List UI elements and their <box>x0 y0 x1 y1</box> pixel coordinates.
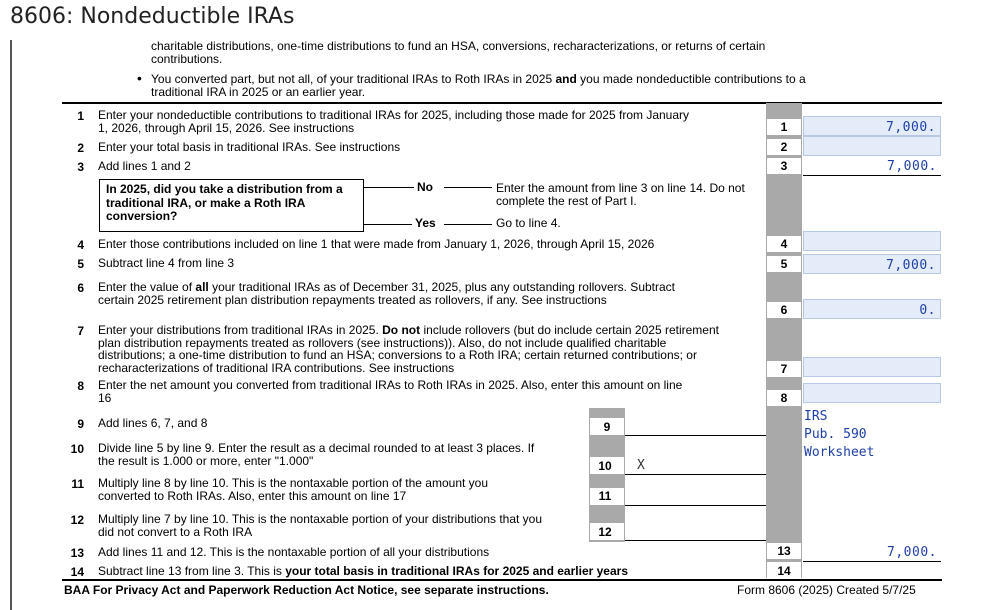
footer-rule <box>62 579 942 581</box>
line-3-text: Add lines 1 and 2 <box>98 159 191 173</box>
line-8-number: 8 <box>77 379 84 393</box>
line-11-label: 11 <box>598 489 612 503</box>
line-5-label: 5 <box>780 257 788 271</box>
decision-no-label: No <box>417 180 433 194</box>
decision-question-box: In 2025, did you take a distribution from a traditional IRA, or make a Roth IRA conversion? <box>99 179 364 232</box>
line-3-number: 3 <box>77 160 84 174</box>
decision-no-text: Enter the amount from line 3 on line 14. Do not complete the rest of Part I. <box>496 181 745 208</box>
line-5-text: Subtract line 4 from line 3 <box>98 256 235 270</box>
line-12-label: 12 <box>598 525 612 539</box>
line-10-number: 10 <box>70 442 84 456</box>
line-2-field[interactable] <box>803 136 941 156</box>
line-4-number: 4 <box>77 238 84 252</box>
irs-pub-590-worksheet-link[interactable]: IRS Pub. 590 Worksheet <box>804 409 875 460</box>
line-5-field[interactable]: 7,000. <box>803 254 941 274</box>
line-7-label: 7 <box>780 362 788 376</box>
line-3-value: 7,000. <box>887 159 937 174</box>
line-6-field[interactable]: 0. <box>803 299 941 319</box>
line-1-number: 1 <box>77 109 84 123</box>
line-4-label: 4 <box>780 237 788 251</box>
decision-yes-text: Go to line 4. <box>496 216 561 230</box>
line-13-value: 7,000. <box>887 545 937 560</box>
left-border <box>10 40 12 610</box>
line-13-text: Add lines 11 and 12. This is the nontaxable portion of all your distributions <box>98 545 490 559</box>
line-2-number: 2 <box>77 141 84 155</box>
line-14-number: 14 <box>70 565 84 579</box>
line-2-label: 2 <box>780 140 788 154</box>
line-7-number: 7 <box>77 324 84 338</box>
line-13-number: 13 <box>70 546 84 560</box>
line-7-text: Enter your distributions from traditional IRAs in 2025. Do not include rollovers (but do include certain 2025 retirement plan distribution repayments treated as rollovers (see instructions)). Also, do not include qualified charitable distributions; a one-time distribution to fund an HSA; conversions to a Roth IRA; certain returned contributions; or recharacterizations of traditional IRA contributions. See instructions <box>98 323 719 375</box>
line-5-number: 5 <box>77 257 84 271</box>
line-13-label: 13 <box>777 544 791 558</box>
line-3-label: 3 <box>780 159 788 173</box>
line-9-text: Add lines 6, 7, and 8 <box>98 416 208 430</box>
section-rule <box>62 102 942 104</box>
line-8-text: Enter the net amount you converted from traditional IRAs to Roth IRAs in 2025. Also, enter this amount on line 16 <box>98 378 683 405</box>
line-14-label: 14 <box>777 564 791 578</box>
decision-yes-label: Yes <box>415 216 436 230</box>
intro-continuation: charitable distributions, one-time distributions to fund an HSA, conversions, recharacterizations, or returns of certain contributions. <box>151 39 766 66</box>
line-10-text: Divide line 5 by line 9. Enter the result as a decimal rounded to at least 3 places. If the result is 1.000 or more, enter "1.000" <box>98 441 535 468</box>
line-10-label: 10 <box>598 459 612 473</box>
line-1-text: Enter your nondeductible contributions to traditional IRAs for 2025, including those made for 2025 from January 1, 2026, through April 15, 2026. See instructions <box>98 108 690 135</box>
line-7-field[interactable] <box>803 357 941 377</box>
line-8-field[interactable] <box>803 383 941 403</box>
line-1-field[interactable]: 7,000. <box>803 116 941 136</box>
line-11-number: 11 <box>71 477 84 491</box>
page-title: 8606: Nondeductible IRAs <box>10 4 295 29</box>
intro-bullet: You converted part, but not all, of your traditional IRAs to Roth IRAs in 2025 and you made nondeductible contributions to a traditional IRA in 2025 or an earlier year. <box>151 72 806 99</box>
line-9-label: 9 <box>603 420 611 434</box>
line-2-text: Enter your total basis in traditional IRAs. See instructions <box>98 140 401 154</box>
line-10-value[interactable]: X <box>637 458 645 473</box>
line-11-text: Multiply line 8 by line 10. This is the nontaxable portion of the amount you converted to Roth IRAs. Also, enter this amount on line 17 <box>98 476 489 503</box>
line-6-number: 6 <box>77 281 84 295</box>
line-12-text: Multiply line 7 by line 10. This is the nontaxable portion of your distributions that you did not convert to a Roth IRA <box>98 512 543 539</box>
line-8-label: 8 <box>780 391 788 405</box>
line-1-label: 1 <box>780 120 788 134</box>
line-4-field[interactable] <box>803 231 941 251</box>
bullet-icon: • <box>137 70 142 86</box>
line-12-number: 12 <box>70 513 84 527</box>
line-4-text: Enter those contributions included on line 1 that were made from January 1, 2026, through April 15, 2026 <box>98 237 655 251</box>
line-14-text: Subtract line 13 from line 3. This is your total basis in traditional IRAs for 2025 and earlier years <box>98 564 628 578</box>
footer-notice: BAA For Privacy Act and Paperwork Reduction Act Notice, see separate instructions. <box>64 583 549 597</box>
line-number-column <box>766 103 802 578</box>
line-6-text: Enter the value of all your traditional IRAs as of December 31, 2025, plus any outstanding rollovers. Subtract certain 2025 retirement plan distribution repayments treated as rollovers, if any. See instructions <box>98 280 675 307</box>
line-9-number: 9 <box>77 417 84 431</box>
line-6-label: 6 <box>780 303 788 317</box>
footer-form-id: Form 8606 (2025) Created 5/7/25 <box>737 583 916 597</box>
